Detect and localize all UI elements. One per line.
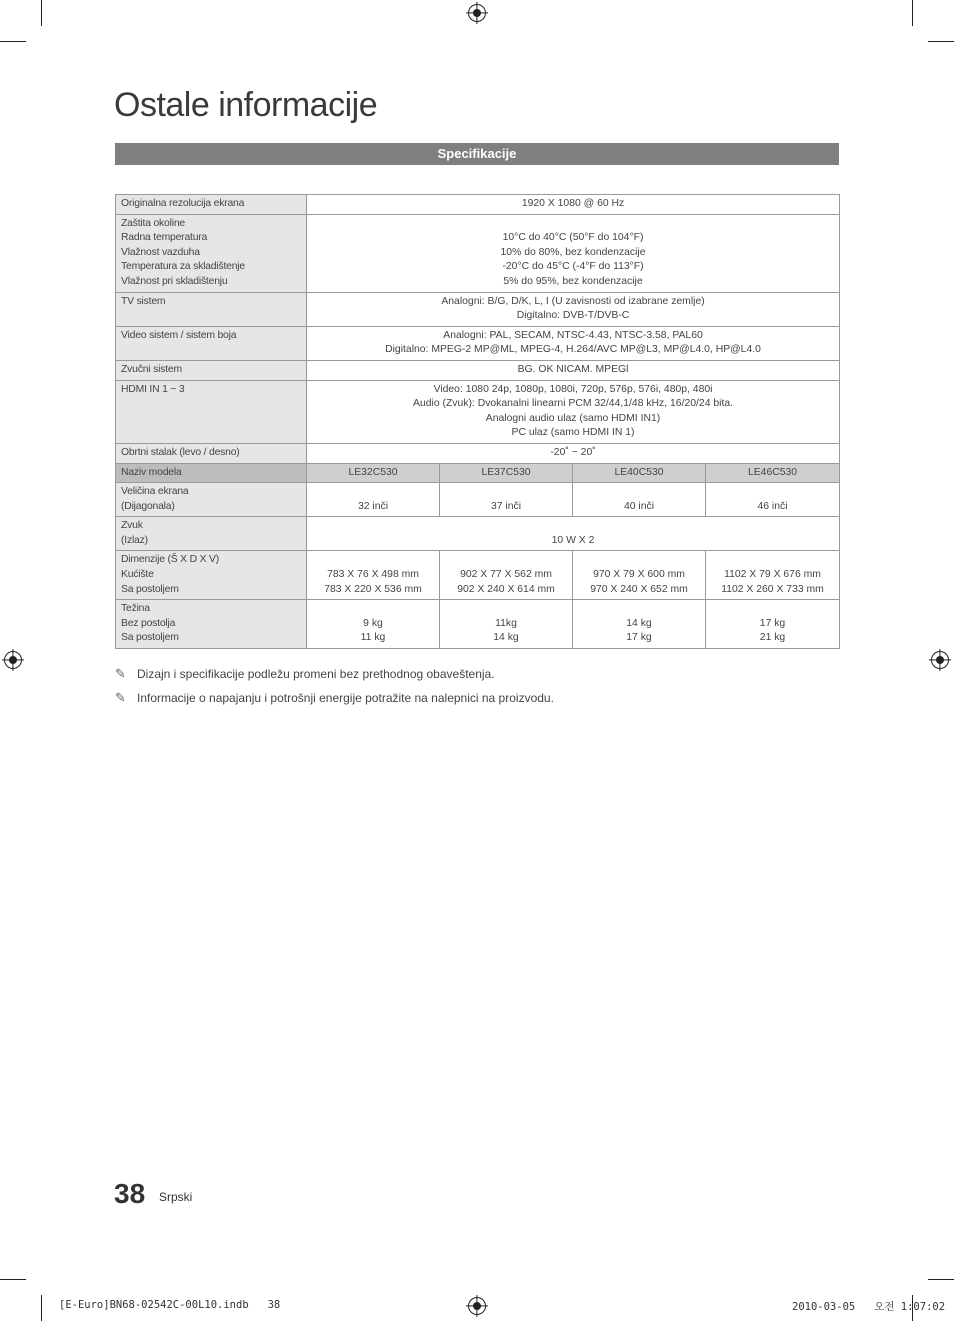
table-row <box>116 380 840 443</box>
row-label: TV sistem <box>116 292 307 326</box>
cell: 902 X 77 X 562 mm 902 X 240 X 614 mm <box>440 551 573 600</box>
registration-mark-icon <box>468 4 486 22</box>
table-row <box>116 517 840 551</box>
row-value: 10°C do 40°C (50°F do 104°F) 10% do 80%, bez kondenzacije -20°C do 45°C (-4°F do 113°F) 5% do 95%, bez kondenzacije <box>307 214 840 292</box>
cell: 32 inči <box>307 483 440 517</box>
row-value: Video: 1080 24p, 1080p, 1080i, 720p, 576p, 576i, 480p, 480i Audio (Zvuk): Dvokanalni linearni PCM 32/44,1/48 kHz, 16/20/24 bita. Analogni audio ulaz (samo HDMI IN1) PC ulaz (samo HDMI IN 1) <box>307 380 840 443</box>
model-cell: LE32C530 <box>307 463 440 483</box>
row-label: HDMI IN 1 ~ 3 <box>116 380 307 443</box>
crop-mark <box>41 1295 42 1321</box>
model-cell: LE46C530 <box>706 463 840 483</box>
row-label: Video sistem / sistem boja <box>116 326 307 360</box>
crop-mark <box>912 0 913 26</box>
table-row <box>116 326 840 360</box>
cell: 9 kg 11 kg <box>307 600 440 649</box>
cell: 11kg 14 kg <box>440 600 573 649</box>
footer-date: 2010-03-05 오전 1:07:02 <box>792 1301 946 1313</box>
page-title: Ostale informacije <box>114 86 378 124</box>
pencil-icon: ✎ <box>115 690 126 705</box>
row-label: Zvuk (Izlaz) <box>116 517 307 551</box>
table-row <box>116 214 840 292</box>
table-row-models <box>116 463 840 483</box>
table-row <box>116 360 840 380</box>
row-label: Veličina ekrana (Dijagonala) <box>116 483 307 517</box>
row-value: -20˚ ~ 20˚ <box>307 443 840 463</box>
cell: 46 inči <box>706 483 840 517</box>
note-item <box>115 662 554 686</box>
crop-mark <box>41 0 42 26</box>
crop-mark <box>0 41 26 42</box>
registration-mark-icon <box>4 651 22 669</box>
table-row <box>116 551 840 600</box>
table-row <box>116 195 840 215</box>
cell: 970 X 79 X 600 mm 970 X 240 X 652 mm <box>573 551 706 600</box>
row-label: Dimenzije (Š X D X V) Kućište Sa postoljem <box>116 551 307 600</box>
registration-mark-icon <box>468 1297 486 1315</box>
row-value: Analogni: PAL, SECAM, NTSC-4.43, NTSC-3.58, PAL60 Digitalno: MPEG-2 MP@ML, MPEG-4, H.264/AVC MP@L3, MP@L4.0, HP@L4.0 <box>307 326 840 360</box>
note-text: Dizajn i specifikacije podležu promeni bez prethodnog obaveštenja. <box>137 667 495 681</box>
row-value: 1920 X 1080 @ 60 Hz <box>307 195 840 215</box>
registration-mark-icon <box>931 651 949 669</box>
table-row <box>116 292 840 326</box>
row-label: Originalna rezolucija ekrana <box>116 195 307 215</box>
cell: 40 inči <box>573 483 706 517</box>
notes <box>115 662 554 710</box>
cell: 17 kg 21 kg <box>706 600 840 649</box>
row-label: Težina Bez postolja Sa postoljem <box>116 600 307 649</box>
section-title: Specifikacije <box>115 143 839 165</box>
row-value: 10 W X 2 <box>307 517 840 551</box>
crop-mark <box>0 1279 26 1280</box>
row-value: BG. OK NICAM. MPEGl <box>307 360 840 380</box>
cell: 783 X 76 X 498 mm 783 X 220 X 536 mm <box>307 551 440 600</box>
row-label: Naziv modela <box>116 463 307 483</box>
model-cell: LE40C530 <box>573 463 706 483</box>
cell: 14 kg 17 kg <box>573 600 706 649</box>
row-value: Analogni: B/G, D/K, L, I (U zavisnosti od izabrane zemlje) Digitalno: DVB-T/DVB-C <box>307 292 840 326</box>
pencil-icon: ✎ <box>115 666 126 681</box>
cell: 1102 X 79 X 676 mm 1102 X 260 X 733 mm <box>706 551 840 600</box>
table-row <box>116 483 840 517</box>
row-label: Obrtni stalak (levo / desno) <box>116 443 307 463</box>
footer-file: [E-Euro]BN68-02542C-00L10.indb 38 <box>59 1299 281 1311</box>
note-text: Informacije o napajanju i potrošnji energije potražite na nalepnici na proizvodu. <box>137 691 554 705</box>
crop-mark <box>928 41 954 42</box>
table-row <box>116 443 840 463</box>
note-item <box>115 686 554 710</box>
page-language: Srpski <box>159 1190 193 1204</box>
row-label: Zaštita okoline Radna temperatura Vlažnost vazduha Temperatura za skladištenje Vlažnost pri skladištenju <box>116 214 307 292</box>
table-row <box>116 600 840 649</box>
crop-mark <box>928 1279 954 1280</box>
model-cell: LE37C530 <box>440 463 573 483</box>
page-number: 38 <box>114 1178 146 1209</box>
row-label: Zvučni sistem <box>116 360 307 380</box>
spec-table <box>115 194 840 649</box>
cell: 37 inči <box>440 483 573 517</box>
